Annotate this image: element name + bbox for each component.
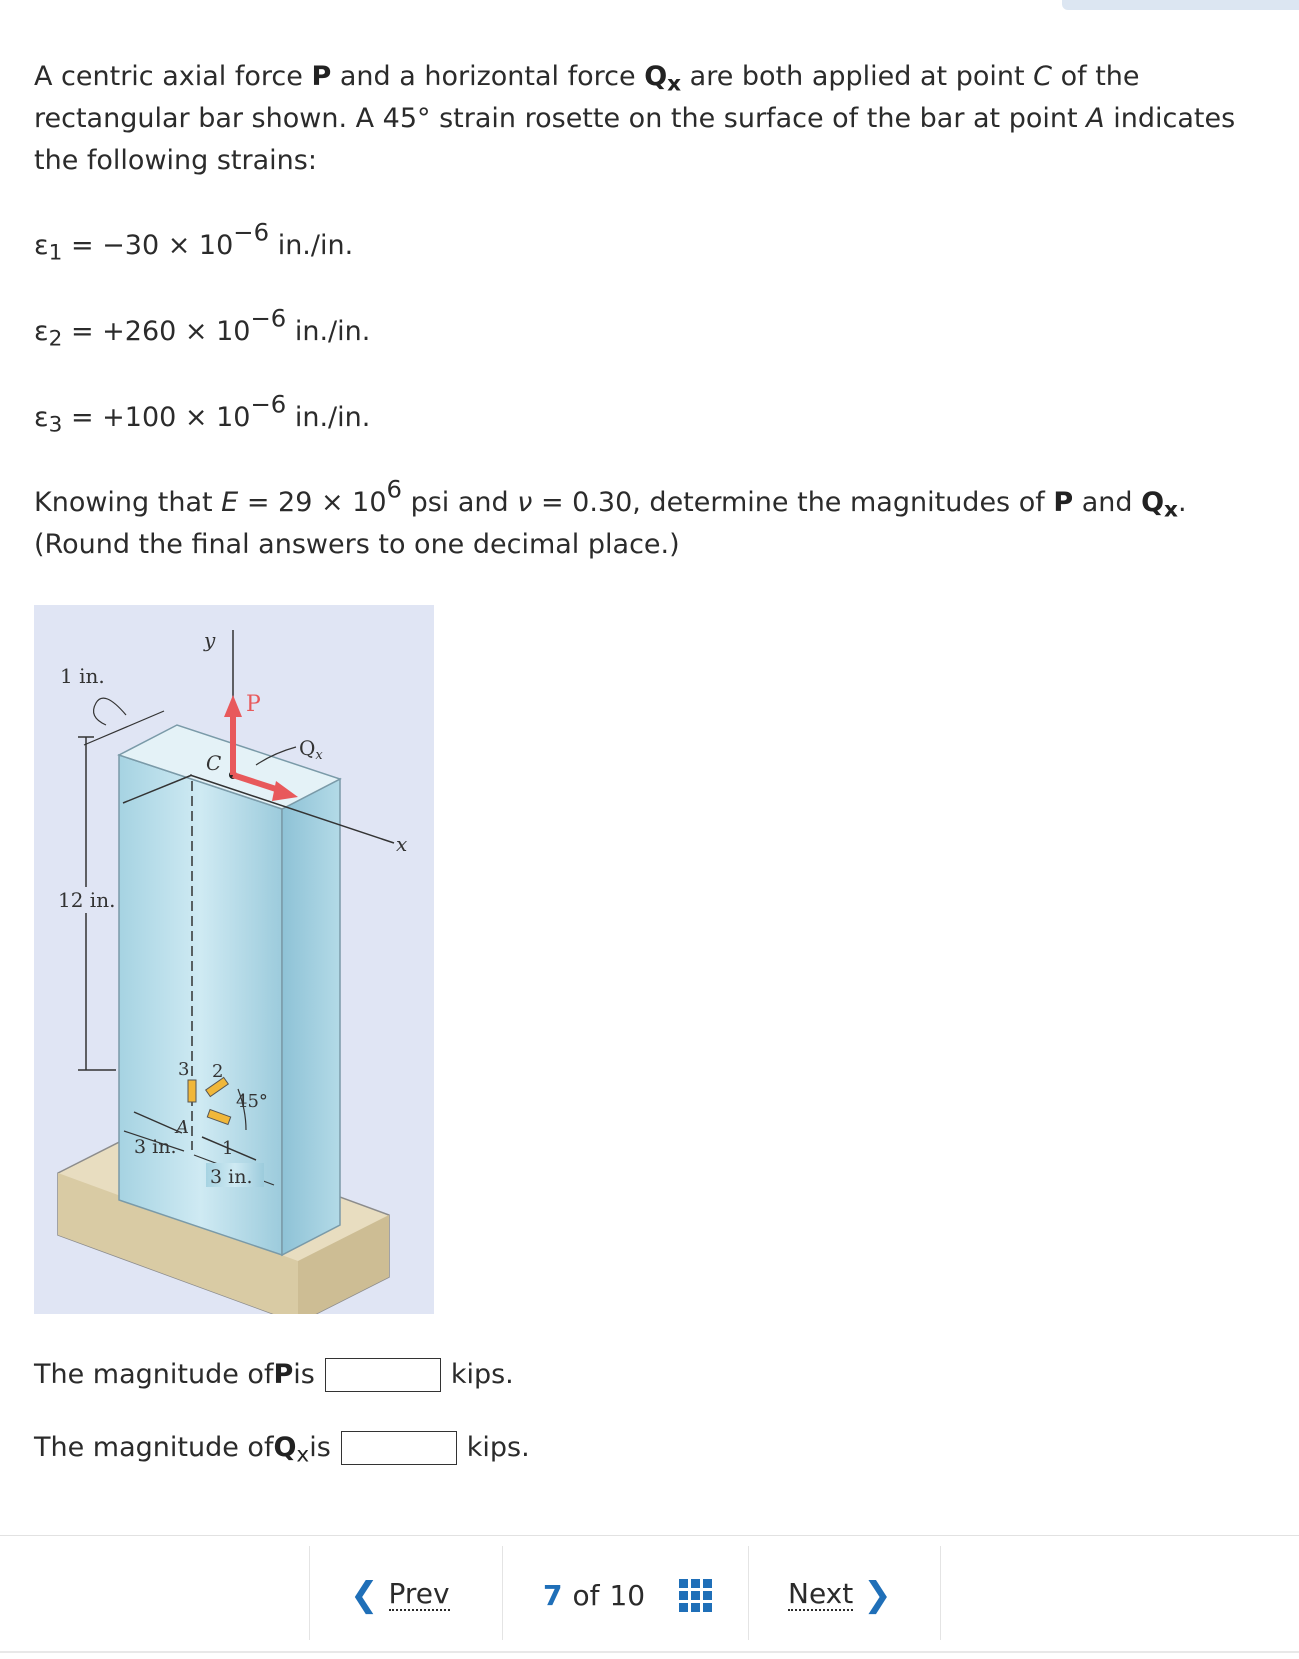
label-A: A xyxy=(176,1117,189,1138)
strain-sub: 1 xyxy=(48,240,63,266)
bottom-border xyxy=(0,1651,1299,1653)
answer-Qx-input[interactable] xyxy=(341,1431,457,1465)
symbol-Qx xyxy=(1141,487,1178,523)
label-3-in-left: 3 in. xyxy=(134,1136,177,1158)
symbol-Qx xyxy=(644,61,682,97)
arrow-P-head xyxy=(224,695,242,717)
strain-exp: −6 xyxy=(250,303,287,333)
symbol-Q: Q xyxy=(644,61,668,92)
problem-content xyxy=(34,56,1274,566)
label-C: C xyxy=(206,751,222,775)
strain-value: = +260 × 10 xyxy=(62,316,251,347)
know-text-1: Knowing that xyxy=(34,487,222,518)
label-45-deg: 45° xyxy=(236,1091,268,1112)
know-text-5: and xyxy=(1073,487,1142,518)
symbol-Q: Q xyxy=(1141,487,1165,518)
label-y: y xyxy=(204,628,216,652)
answer-P-is: is xyxy=(293,1359,315,1390)
round-note: (Round the final answers to one decimal place.) xyxy=(34,529,680,560)
label-gage-2: 2 xyxy=(212,1061,224,1082)
current-page: 7 xyxy=(543,1578,563,1612)
label-x: x xyxy=(396,832,408,856)
label-1-in: 1 in. xyxy=(60,664,105,688)
strain-symbol: ε xyxy=(34,230,49,261)
strain-unit: in./in. xyxy=(269,230,354,261)
problem-intro xyxy=(34,56,1274,182)
nav-separator xyxy=(940,1546,941,1640)
symbol-nu: ν xyxy=(517,487,533,518)
strain-value: = −30 × 10 xyxy=(62,230,234,261)
label-Qx-x: x xyxy=(315,748,323,763)
know-text-3: psi and xyxy=(402,487,518,518)
symbol-P: P xyxy=(1053,487,1074,518)
prev-button[interactable] xyxy=(340,1570,450,1620)
gage-3 xyxy=(188,1080,196,1102)
intro-text-1: A centric axial force xyxy=(34,61,312,92)
answer-Q-letter: Q xyxy=(273,1432,297,1463)
strain-unit: in./in. xyxy=(286,402,371,433)
label-gage-3: 3 xyxy=(178,1059,190,1080)
answer-P-prefix: The magnitude of xyxy=(34,1359,274,1390)
next-button[interactable] xyxy=(788,1570,902,1620)
answer-P-symbol: P xyxy=(273,1359,294,1390)
problem-question xyxy=(34,474,1274,566)
answer-Qx-unit: kips. xyxy=(466,1432,530,1463)
symbol-E: E xyxy=(221,487,239,518)
top-tab xyxy=(1062,0,1299,10)
nav-separator xyxy=(309,1546,310,1640)
strain-exp: −6 xyxy=(250,389,287,419)
know-exp: 6 xyxy=(386,474,402,504)
answer-P-input[interactable] xyxy=(325,1358,441,1392)
strain-value: = +100 × 10 xyxy=(62,402,251,433)
bar-side xyxy=(282,779,340,1255)
answer-P-unit: kips. xyxy=(450,1359,514,1390)
strain-symbol: ε xyxy=(34,316,49,347)
answer-Qx-prefix: The magnitude of xyxy=(34,1432,274,1463)
label-Qx xyxy=(299,736,323,763)
answer-Qx-sub: x xyxy=(296,1442,310,1468)
bar-figure xyxy=(34,605,434,1314)
label-12-in: 12 in. xyxy=(58,888,116,912)
page-indicator[interactable] xyxy=(543,1570,712,1620)
symbol-C: C xyxy=(1033,61,1053,92)
label-3-in-right: 3 in. xyxy=(210,1166,253,1188)
strain-unit: in./in. xyxy=(286,316,371,347)
intro-text-2: and a horizontal force xyxy=(331,61,645,92)
strain-sub: 3 xyxy=(48,412,63,438)
strain-3 xyxy=(34,389,1274,438)
know-text-4: = 0.30, determine the magnitudes of xyxy=(532,487,1054,518)
intro-text-5: indicates the following strains: xyxy=(34,103,1236,176)
nav-separator xyxy=(748,1546,749,1640)
intro-text-4: of the rectangular bar shown. A 45° strain rosette on the surface of the bar at point xyxy=(34,61,1140,134)
strain-exp: −6 xyxy=(233,217,270,247)
answer-Qx-is: is xyxy=(309,1432,331,1463)
prev-label: Prev xyxy=(388,1577,450,1610)
know-text-2: = 29 × 10 xyxy=(238,487,387,518)
total-pages: 10 xyxy=(609,1578,646,1612)
strain-symbol: ε xyxy=(34,402,49,433)
strain-1 xyxy=(34,217,1274,266)
grid-icon[interactable] xyxy=(679,1579,712,1612)
answer-Qx-row xyxy=(34,1428,530,1468)
chevron-right-icon: ❯ xyxy=(863,1575,892,1615)
nav-separator xyxy=(502,1546,503,1640)
answer-P-row xyxy=(34,1355,514,1395)
nav-divider xyxy=(0,1535,1299,1536)
answer-Qx-symbol xyxy=(273,1428,309,1468)
symbol-x-sub: x xyxy=(1164,497,1178,523)
next-label: Next xyxy=(788,1577,854,1610)
chevron-left-icon: ❮ xyxy=(350,1575,379,1615)
know-text-6: . xyxy=(1177,487,1187,518)
symbol-A: A xyxy=(1086,103,1105,134)
dim-1-curve xyxy=(94,698,126,725)
strain-sub: 2 xyxy=(48,326,63,352)
page-of: of xyxy=(572,1578,600,1612)
label-P: P xyxy=(246,692,261,717)
intro-text-3: are both applied at point xyxy=(681,61,1034,92)
symbol-P: P xyxy=(311,61,332,92)
label-Qx-Q: Q xyxy=(299,736,316,760)
bar-diagram xyxy=(34,605,434,1314)
symbol-x-sub: x xyxy=(667,71,682,97)
label-gage-1: 1 xyxy=(222,1138,234,1159)
strain-2 xyxy=(34,303,1274,352)
